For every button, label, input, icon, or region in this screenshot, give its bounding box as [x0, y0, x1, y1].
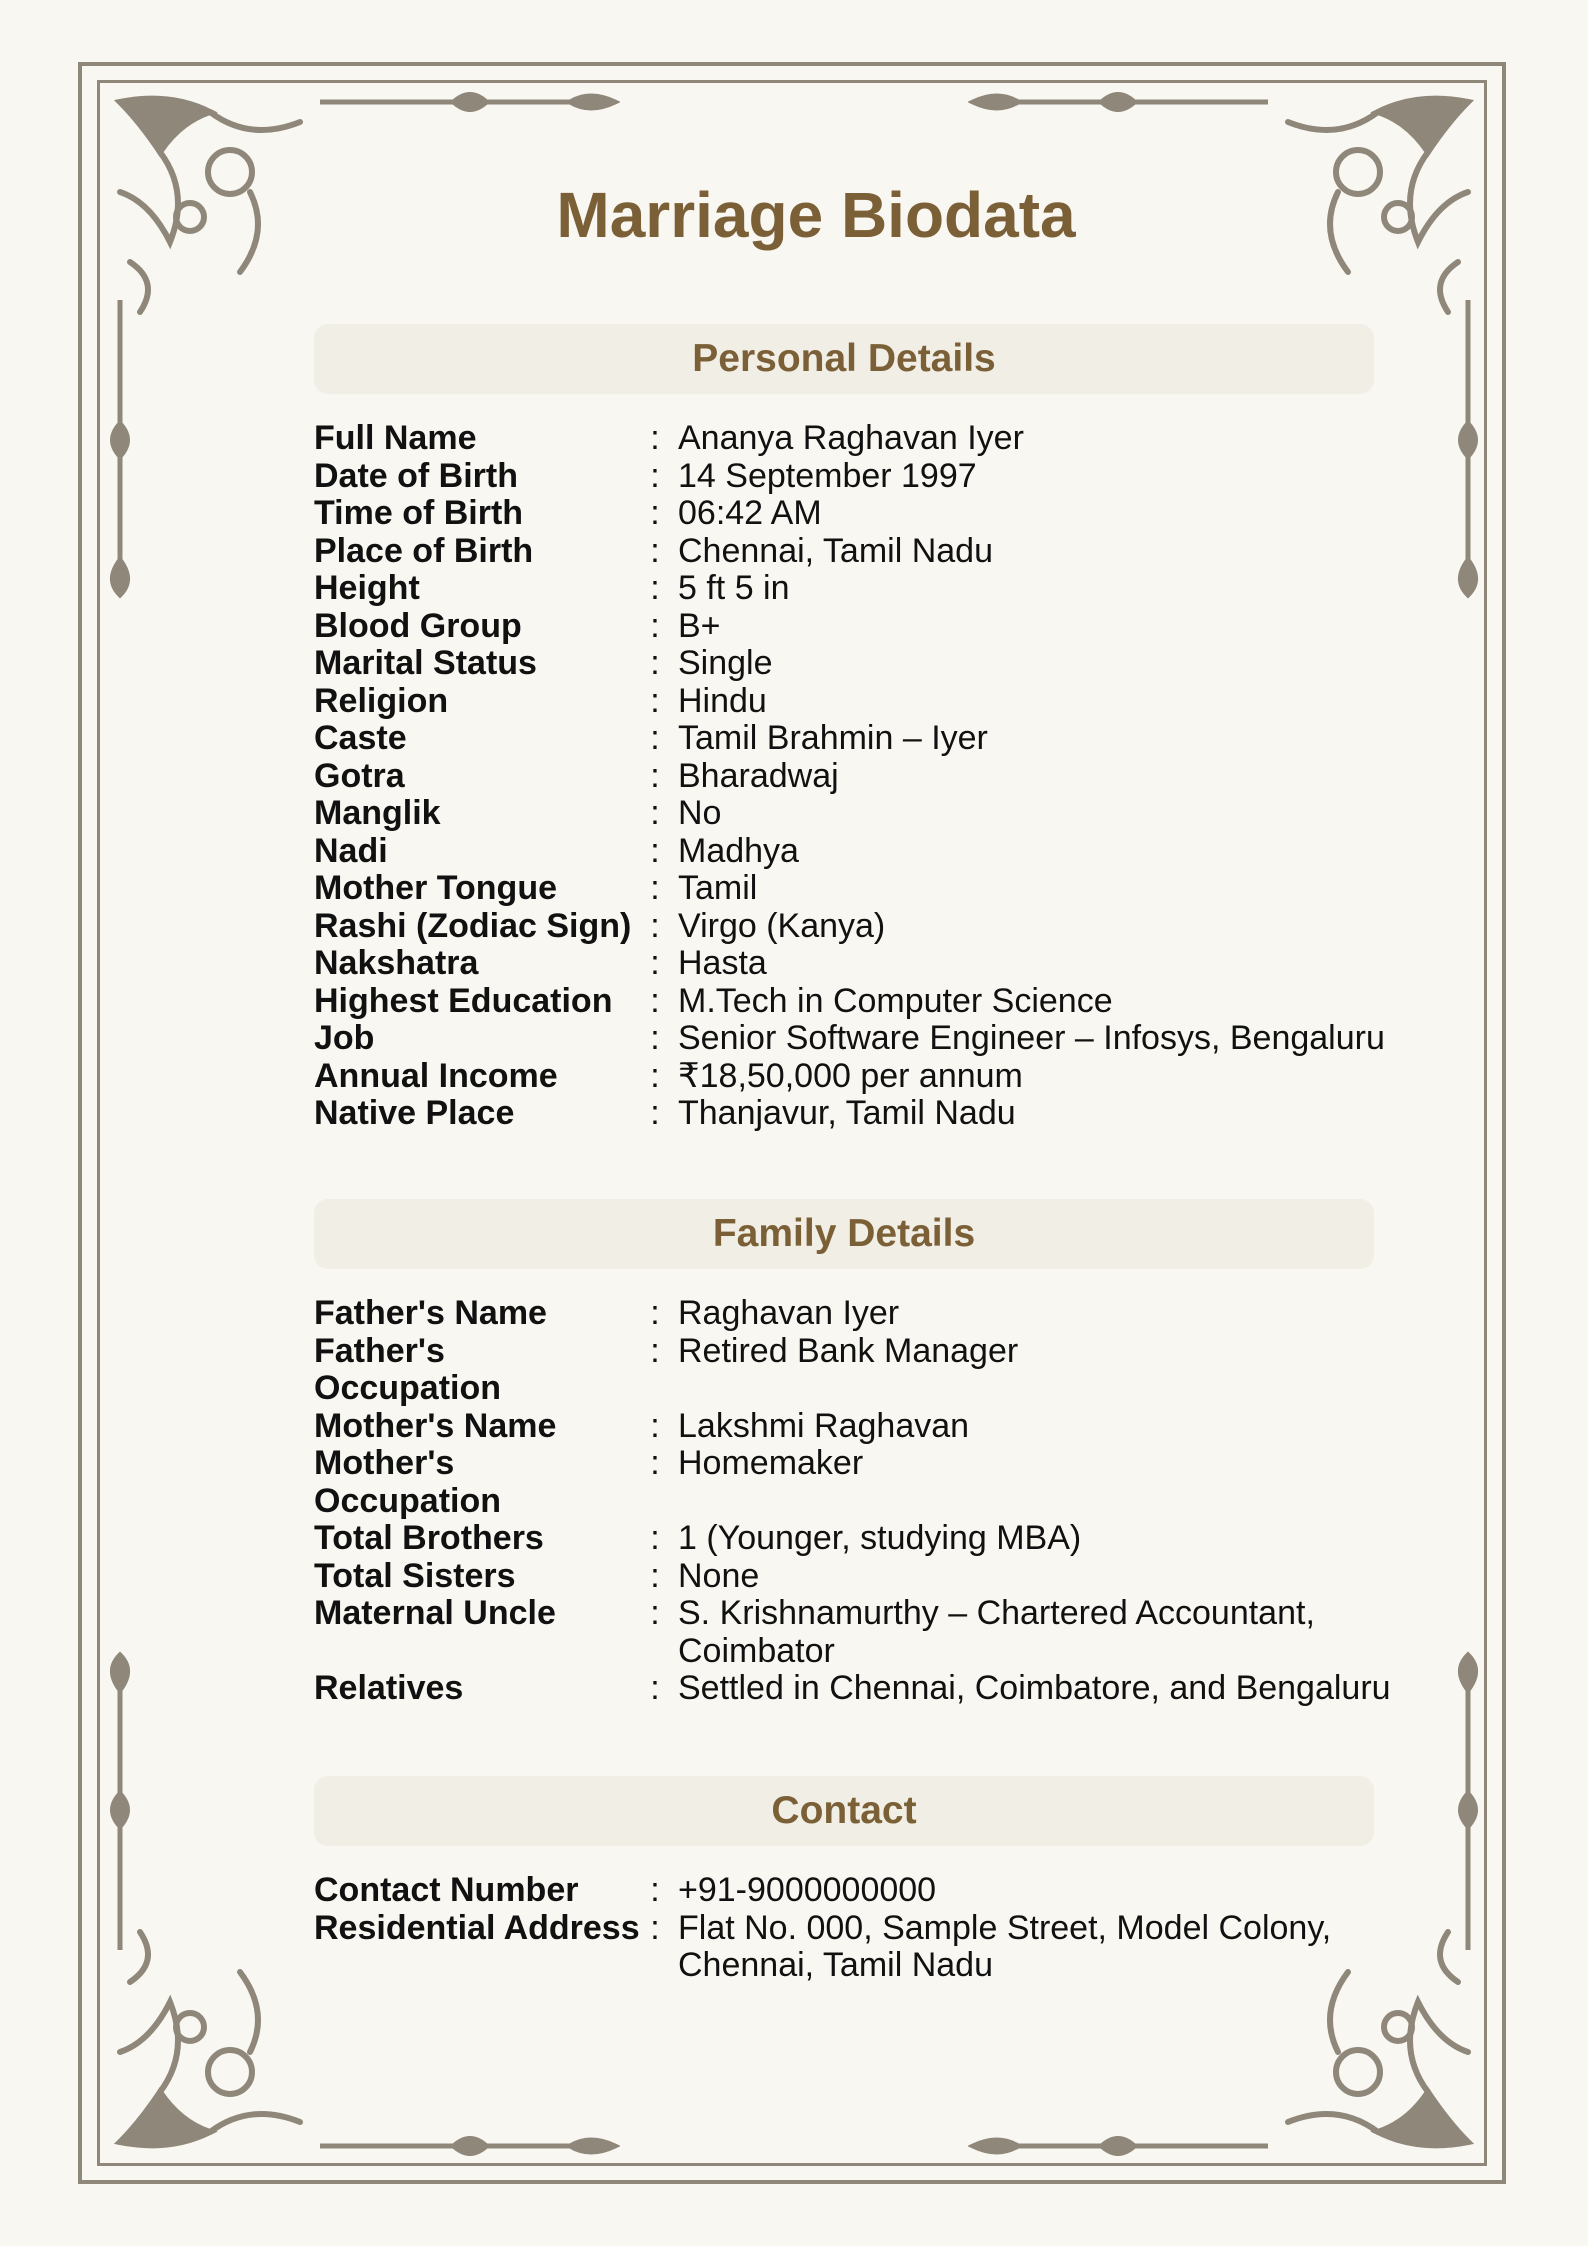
- detail-value: Virgo (Kanya): [678, 906, 886, 945]
- detail-value: Hasta: [678, 944, 767, 982]
- detail-label: Contact Number: [314, 1871, 579, 1909]
- detail-row: [314, 1333, 1414, 1408]
- detail-row: [314, 608, 1414, 646]
- detail-value: Raghavan Iyer: [678, 1294, 900, 1332]
- separator-colon: :: [650, 606, 660, 645]
- detail-row: [314, 1408, 1414, 1446]
- separator-colon: :: [650, 1331, 660, 1370]
- separator-colon: :: [650, 456, 660, 495]
- detail-label: Total Sisters: [314, 1556, 516, 1595]
- detail-label: Nadi: [314, 831, 388, 870]
- separator-colon: :: [650, 794, 660, 832]
- detail-row: [314, 645, 1414, 683]
- corner-ornament-bottom-left: [100, 1922, 340, 2162]
- separator-colon: :: [650, 494, 660, 532]
- detail-row: [314, 1872, 1414, 1910]
- personal-details-list: [314, 420, 1414, 1133]
- detail-row: [314, 570, 1414, 608]
- detail-row: [314, 1670, 1414, 1708]
- detail-label: Relatives: [314, 1669, 464, 1707]
- detail-label: Job: [314, 1019, 375, 1057]
- detail-value: B+: [678, 606, 721, 645]
- separator-colon: :: [650, 756, 660, 795]
- separator-colon: :: [650, 681, 660, 720]
- detail-row: [314, 1058, 1414, 1096]
- detail-row: [314, 420, 1414, 458]
- separator-colon: :: [650, 831, 660, 870]
- detail-label: Rashi (Zodiac Sign): [314, 906, 632, 945]
- detail-row: [314, 795, 1414, 833]
- detail-value: 06:42 AM: [678, 494, 822, 532]
- detail-label: Place of Birth: [314, 531, 534, 570]
- separator-colon: :: [650, 906, 660, 945]
- detail-value: S. Krishnamurthy – Chartered Accountant, Coimbator: [678, 1594, 1315, 1670]
- detail-label: Mother's Name: [314, 1406, 557, 1445]
- detail-row: [314, 1445, 1414, 1520]
- detail-row: [314, 1295, 1414, 1333]
- separator-colon: :: [650, 944, 660, 982]
- detail-row: [314, 1910, 1414, 1985]
- detail-label: Highest Education: [314, 981, 613, 1020]
- detail-row: [314, 533, 1414, 571]
- detail-value: ₹18,50,000 per annum: [678, 1056, 1023, 1095]
- separator-colon: :: [650, 1871, 660, 1909]
- detail-label: Blood Group: [314, 606, 522, 645]
- detail-value: Hindu: [678, 681, 767, 720]
- separator-colon: :: [650, 719, 660, 757]
- separator-colon: :: [650, 1406, 660, 1445]
- detail-value: Flat No. 000, Sample Street, Model Colony, Chennai, Tamil Nadu: [678, 1908, 1332, 1984]
- section-heading-family: Family Details: [314, 1199, 1374, 1269]
- detail-row: [314, 1595, 1414, 1670]
- detail-row: [314, 758, 1414, 796]
- bottom-flourish-right: [968, 2126, 1268, 2166]
- separator-colon: :: [650, 644, 660, 682]
- side-flourish-right-bottom: [1448, 1650, 1488, 1950]
- family-details-list: [314, 1295, 1414, 1708]
- detail-label: Time of Birth: [314, 494, 524, 532]
- detail-label: Religion: [314, 681, 449, 720]
- detail-value: Senior Software Engineer – Infosys, Bengaluru: [678, 1019, 1385, 1057]
- detail-value: Homemaker: [678, 1444, 864, 1482]
- detail-label: Marital Status: [314, 644, 537, 682]
- detail-value: Retired Bank Manager: [678, 1331, 1019, 1370]
- detail-row: [314, 1095, 1414, 1133]
- separator-colon: :: [650, 531, 660, 570]
- detail-value: Single: [678, 644, 773, 682]
- separator-colon: :: [650, 1908, 660, 1947]
- detail-label: Mother Tongue: [314, 869, 557, 907]
- detail-label: Gotra: [314, 756, 405, 795]
- detail-row: [314, 870, 1414, 908]
- detail-label: Father's Name: [314, 1294, 547, 1332]
- detail-row: [314, 1520, 1414, 1558]
- detail-label: Height: [314, 569, 420, 607]
- detail-label: Father's Occupation: [314, 1331, 502, 1407]
- detail-row: [314, 1558, 1414, 1596]
- page-title: Marriage Biodata: [556, 179, 1076, 251]
- separator-colon: :: [650, 1019, 660, 1057]
- detail-value: 14 September 1997: [678, 456, 977, 495]
- detail-label: Annual Income: [314, 1056, 558, 1095]
- detail-label: Date of Birth: [314, 456, 518, 495]
- side-flourish-left-top: [100, 300, 140, 600]
- detail-row: [314, 908, 1414, 946]
- detail-label: Nakshatra: [314, 944, 479, 982]
- detail-label: Caste: [314, 719, 407, 757]
- detail-row: [314, 1020, 1414, 1058]
- detail-value: +91-9000000000: [678, 1871, 937, 1909]
- contact-details-list: [314, 1872, 1414, 1985]
- detail-label: Mother's Occupation: [314, 1444, 502, 1520]
- detail-value: Tamil: [678, 869, 758, 907]
- detail-row: [314, 495, 1414, 533]
- detail-label: Total Brothers: [314, 1519, 544, 1557]
- separator-colon: :: [650, 981, 660, 1020]
- detail-row: [314, 458, 1414, 496]
- detail-value: Bharadwaj: [678, 756, 839, 795]
- detail-value: Tamil Brahmin – Iyer: [678, 719, 988, 757]
- detail-value: 1 (Younger, studying MBA): [678, 1519, 1082, 1557]
- detail-value: Settled in Chennai, Coimbatore, and Bengaluru: [678, 1669, 1391, 1707]
- detail-row: [314, 983, 1414, 1021]
- detail-row: [314, 683, 1414, 721]
- detail-row: [314, 833, 1414, 871]
- separator-colon: :: [650, 1556, 660, 1595]
- section-heading-contact: Contact: [314, 1776, 1374, 1846]
- bottom-flourish-left: [320, 2126, 620, 2166]
- separator-colon: :: [650, 419, 660, 457]
- detail-value: Lakshmi Raghavan: [678, 1406, 970, 1445]
- separator-colon: :: [650, 1519, 660, 1557]
- separator-colon: :: [650, 1594, 660, 1632]
- detail-value: Ananya Raghavan Iyer: [678, 419, 1024, 457]
- detail-row: [314, 720, 1414, 758]
- side-flourish-right-top: [1448, 300, 1488, 600]
- top-flourish-left: [320, 82, 620, 122]
- separator-colon: :: [650, 1094, 660, 1132]
- separator-colon: :: [650, 1444, 660, 1482]
- detail-label: Residential Address: [314, 1908, 640, 1947]
- separator-colon: :: [650, 869, 660, 907]
- detail-label: Manglik: [314, 794, 441, 832]
- detail-value: M.Tech in Computer Science: [678, 981, 1113, 1020]
- detail-value: Thanjavur, Tamil Nadu: [678, 1094, 1016, 1132]
- detail-value: Madhya: [678, 831, 799, 870]
- detail-value: 5 ft 5 in: [678, 569, 790, 607]
- detail-row: [314, 945, 1414, 983]
- detail-value: Chennai, Tamil Nadu: [678, 531, 993, 570]
- detail-label: Native Place: [314, 1094, 515, 1132]
- separator-colon: :: [650, 1294, 660, 1332]
- separator-colon: :: [650, 1669, 660, 1707]
- detail-label: Maternal Uncle: [314, 1594, 556, 1632]
- separator-colon: :: [650, 569, 660, 607]
- detail-value: None: [678, 1556, 760, 1595]
- top-flourish-right: [968, 82, 1268, 122]
- section-heading-personal: Personal Details: [314, 324, 1374, 394]
- separator-colon: :: [650, 1056, 660, 1095]
- side-flourish-left-bottom: [100, 1650, 140, 1950]
- detail-label: Full Name: [314, 419, 477, 457]
- detail-value: No: [678, 794, 722, 832]
